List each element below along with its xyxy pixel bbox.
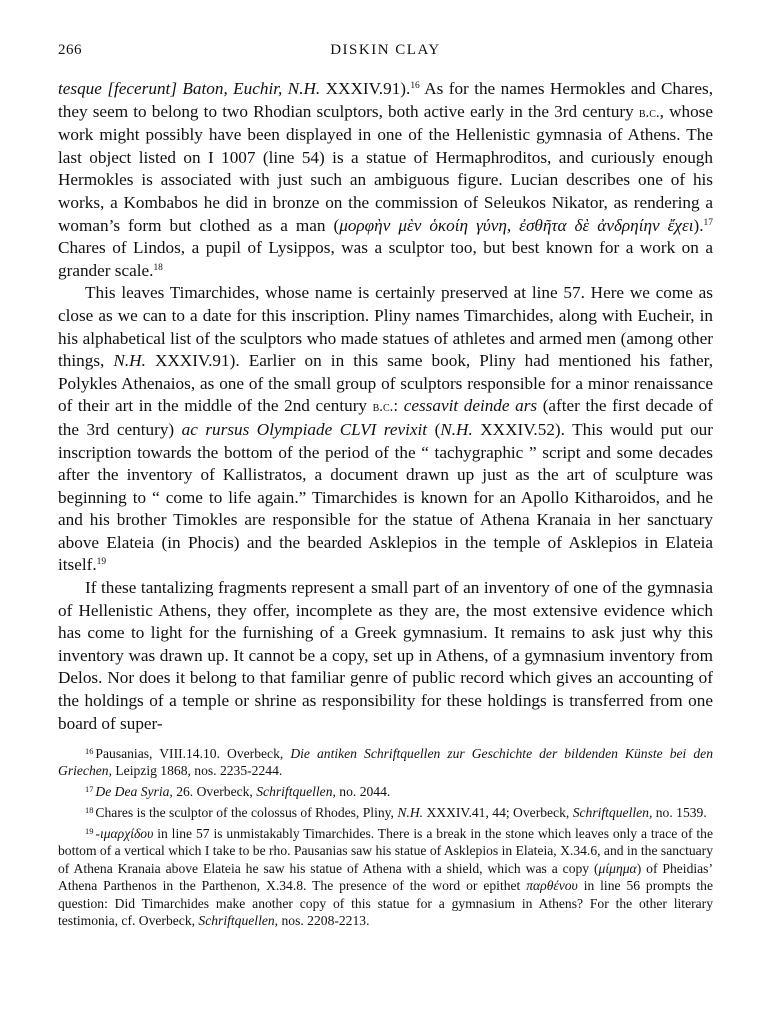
small-caps-text: b.c.	[372, 399, 394, 416]
text-run: ) of Pheidias’ Athena Parthenos in the Parthenon, X.34.8. The presence of the word or epithet	[58, 860, 713, 894]
italic-text: μίμημα	[598, 860, 637, 876]
text-run: If these tantalizing fragments represent a small part of an inventory of one of the gymnasia of Hellenistic Athens, they offer, incomplete as they are, the most extensive evidence which has come to light for the furnishing of a Greek gymnasium. It remains to ask just why this inventory was drawn up. It cannot be a copy, set up in Athens, of a gymnasium inventory from Delos. Nor does it belong to that familiar genre of public record which gives an accounting of the holdings of a temple or shrine as responsibility for these holdings is transferred from one board of super-	[58, 578, 713, 733]
italic-text: Schriftquellen,	[572, 804, 653, 820]
italic-text: ac rursus Olympiade CLVI revixit	[181, 419, 428, 439]
footnotes	[58, 743, 713, 931]
paragraph	[58, 577, 713, 735]
text-run: in line 56 prompts the question: Did Timarchides make another copy of this statue for a gymnasium in Athens? For the other literary testimonia, cf. Overbeck,	[58, 878, 713, 929]
running-head: DISKIN CLAY	[330, 42, 441, 58]
italic-text: N.H.	[397, 804, 424, 820]
text-run: , whose work might possibly have been displayed in one of the Hellenistic gymnasia of Athens. The last object listed on I 1007 (line 54) is a statue of Hermaphroditos, and curiously enough Hermokles is associated with just such an ambiguous figure. Lucian describes one of his works, a Kombabos he did in bronze on the commission of Seleukos Nikator, as rendering a woman’s form but clothed as a man (	[58, 101, 713, 235]
text-run: This leaves Timarchides, whose name is certainly preserved at line 57. Here we come as close as we can to a date for this inscription. Pliny names Timarchides, along with Eucheir, in his alphabetical list of the sculptors who made statues of athletes and armed men (among other things,	[58, 283, 713, 371]
text-run: Leipzig 1868, nos. 2235-2244.	[111, 763, 283, 779]
page-number: 266	[58, 42, 82, 58]
italic-text: Schriftquellen,	[256, 784, 336, 800]
italic-text: tesque [fecerunt] Baton, Euchir, N.H.	[58, 79, 321, 98]
italic-text: cessavit deinde ars	[403, 396, 538, 416]
small-caps-text: b.c.	[638, 104, 660, 121]
footnote-17	[58, 781, 713, 800]
italic-text: Schriftquellen,	[198, 913, 279, 929]
text-run: Chares of Lindos, a pupil of Lysippos, was a sculptor too, but best known for a work on a grander scale.	[58, 238, 713, 280]
text-run: XXXIV.52). This would put our inscription towards the bottom of the period of the “ tachygraphic ” script and some decades after the inventory of Kallistratos, a document drawn up just as the art of sculpture was beginning to “ come to life again.” Timarchides is known for an Apollo Kitharoidos, and he and his brother Timokles are responsible for the statue of Athena Kranaia in her sanctuary above Elateia (in Phocis) and the bearded Asklepios in the temple of Asklepios in Elateia itself.	[58, 419, 713, 575]
footnote-number: 17	[85, 784, 94, 795]
footnote-ref[interactable]: 16	[410, 80, 420, 91]
paragraph	[58, 282, 713, 577]
text-run: in line 57 is unmistakably Timarchides. There is a break in the stone which leaves only a trace of the bottom of a vertical which I take to be rho. Pausanias saw his statue of Asklepios in Elateia, X.34.6, and in the sanctuary of Athena Kranaia above Elateia he saw his statue of Athena with a shield, which was a copy (	[58, 825, 713, 876]
paragraph	[58, 78, 713, 282]
italic-text: μορφὴν μὲν ὁκοίη γύνη, ἐσθῆτα δὲ ἀνδρηίην ἔχει	[339, 215, 694, 235]
footnote-16	[58, 743, 713, 780]
footnote-number: 16	[85, 746, 94, 756]
text-run: (after the first decade of the 3rd century)	[58, 396, 713, 439]
text-run: Chares is the sculptor of the colossus of Rhodes, Pliny,	[95, 804, 398, 820]
footnote-number: 18	[85, 805, 94, 816]
text-run: no. 1539.	[652, 804, 707, 820]
text-run: 26. Overbeck,	[172, 784, 257, 800]
italic-text: Die antiken Schriftquellen zur Geschichte der bildenden Künste bei den Griechen,	[58, 745, 713, 779]
italic-text: -ιμαρχίδου	[95, 825, 154, 841]
text-run: XXXIV.91).	[320, 79, 411, 98]
text-run: Pausanias, VIII.14.10. Overbeck,	[95, 745, 291, 761]
footnote-number: 19	[85, 825, 94, 836]
footnote-ref[interactable]: 18	[153, 262, 163, 273]
text-run: (	[427, 419, 441, 439]
text-run: As for the names Hermokles and Chares, they seem to belong to two Rhodian sculptors, both active early in the 3rd century	[58, 79, 713, 121]
footnote-19	[58, 823, 713, 930]
italic-text: N.H.	[440, 419, 473, 439]
footnote-ref[interactable]: 17	[703, 217, 713, 228]
text-run: no. 2044.	[335, 784, 391, 800]
text-run: :	[393, 396, 404, 416]
text-run: XXXIV.91). Earlier on in this same book, Pliny had mentioned his father, Polykles Athenaios, as one of the small group of sculptors responsible for a minor renaissance of their art in the middle of the 2nd century	[58, 351, 713, 416]
text-run: XXXIV.41, 44; Overbeck,	[423, 804, 573, 820]
body-text	[58, 78, 713, 735]
text-run: nos. 2208-2213.	[278, 913, 370, 929]
footnote-ref[interactable]: 19	[96, 557, 107, 568]
italic-text: παρθένου	[526, 878, 578, 894]
italic-text: N.H.	[113, 351, 146, 371]
text-run: ).	[693, 215, 704, 235]
footnote-18	[58, 802, 713, 821]
italic-text: De Dea Syria,	[95, 784, 173, 800]
